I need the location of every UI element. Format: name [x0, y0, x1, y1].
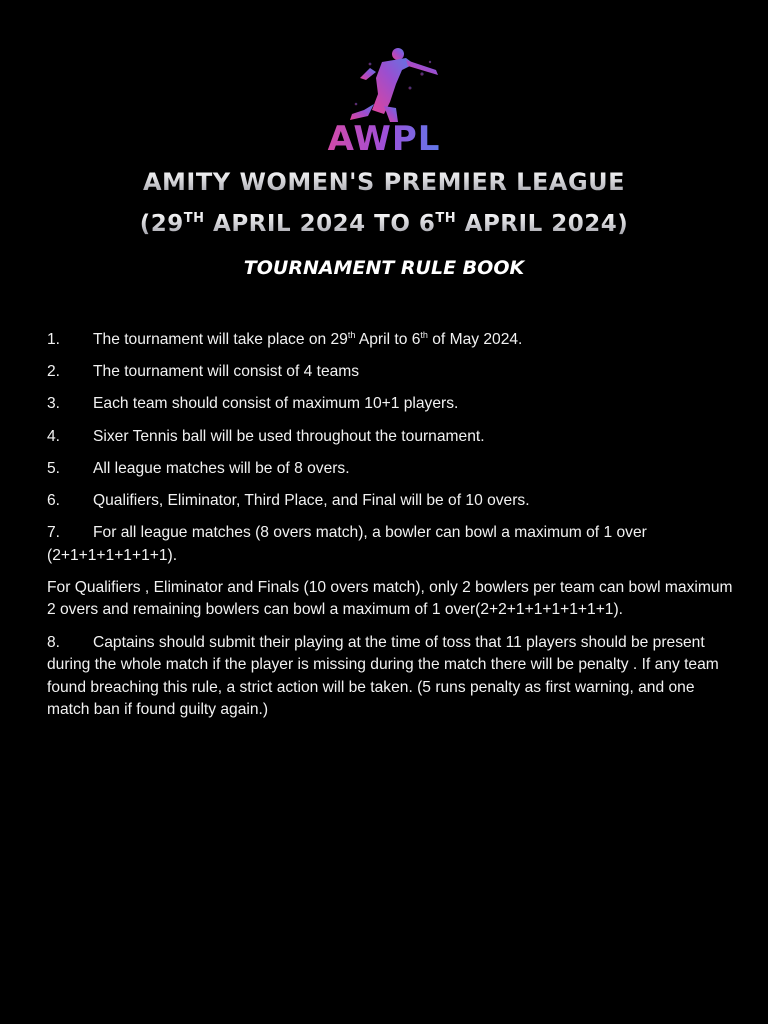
rule-item: 1. The tournament will take place on 29th April to 6th of May 2024. [47, 330, 523, 348]
rule-item: 3. Each team should consist of maximum 10+1 players. [47, 395, 459, 413]
awpl-logo [310, 44, 458, 156]
tournament-dates: (29TH APRIL 2024 TO 6TH APRIL 2024) [0, 211, 768, 237]
rule-item: 2. The tournament will consist of 4 teams [47, 363, 360, 381]
rule-item: 7. For all league matches (8 overs match), a bowler can bowl a maximum of 1 over (2+1+1+1+1+1+1). [47, 524, 647, 564]
cricket-batter-icon [310, 44, 458, 156]
subtitle: TOURNAMENT RULE BOOK [243, 257, 525, 279]
rule-paragraph: For Qualifiers , Eliminator and Finals (10 overs match), only 2 bowlers per team can bowl maximum 2 overs and remaining bowlers can bowl a maximum of 1 over(2+2+1+1+1+1+1+1). [47, 578, 733, 619]
rule-item: 8. Captains should submit their playing at the time of toss that 11 players should be present during the whole match if the player is missing during the match there will be penalty . If any team found breaching this rule, a strict action will be taken. (5 runs penalty as first warning, and one match ban if found guilty again.) [47, 633, 719, 718]
page-title: AMITY WOMEN'S PREMIER LEAGUE [0, 168, 768, 196]
rule-item: 5. All league matches will be of 8 overs. [47, 459, 350, 477]
rules-list [47, 329, 737, 731]
rule-item: 4. Sixer Tennis ball will be used throughout the tournament. [47, 427, 485, 445]
rule-item: 6. Qualifiers, Eliminator, Third Place, and Final will be of 10 overs. [47, 491, 530, 509]
logo-text: AWPL [327, 119, 441, 156]
